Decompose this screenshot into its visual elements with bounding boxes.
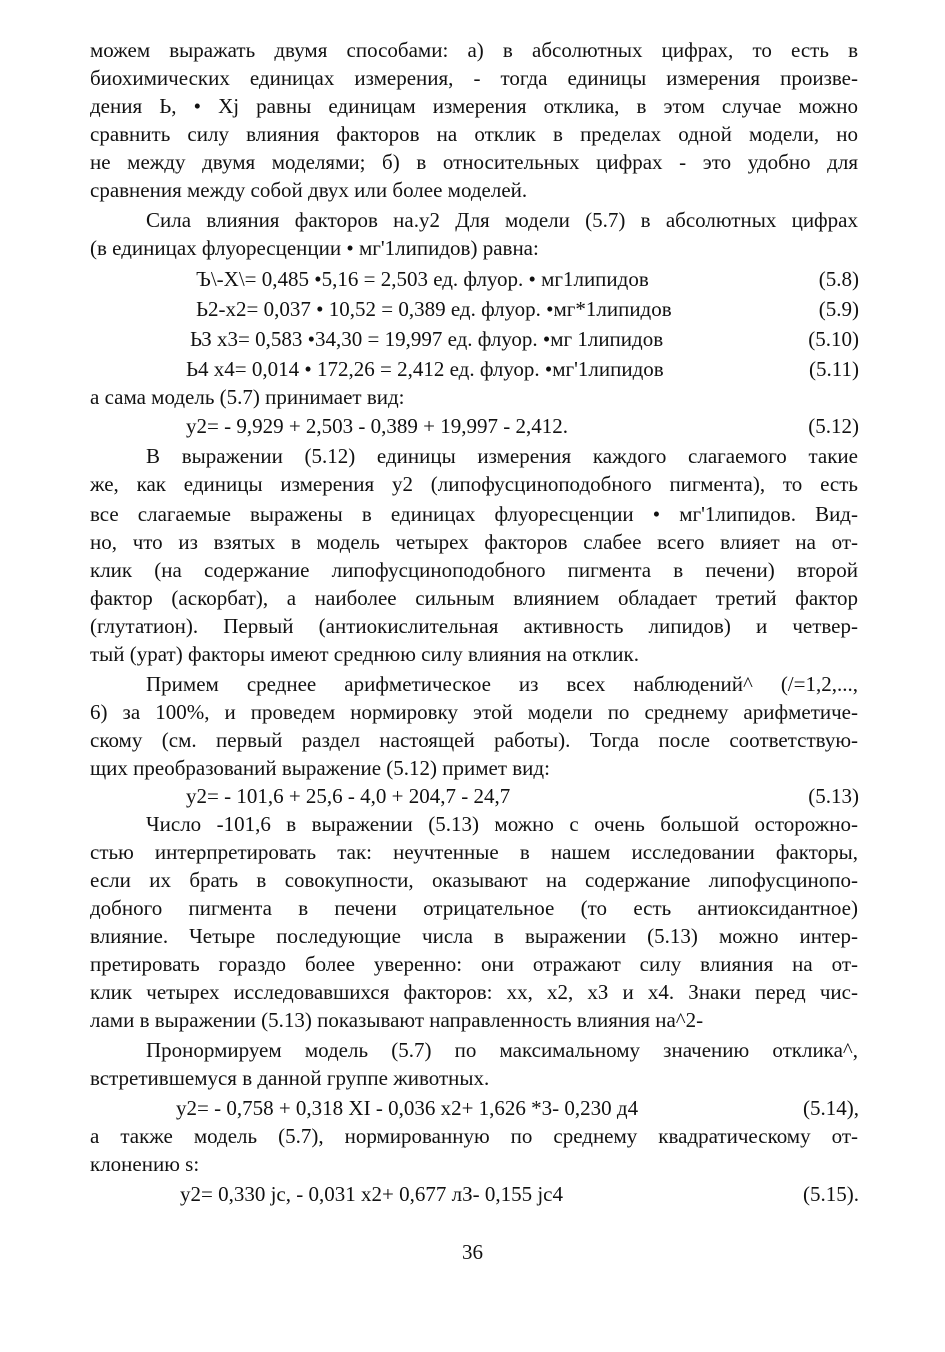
text-line: Число -101,6 в выражении (5.13) можно с очень большой осторожно-: [146, 812, 858, 836]
equation-5-9: Ь2-х2= 0,037 • 10,52 = 0,389 ед. флуор. •мг*1липидов: [196, 297, 672, 321]
equation-5-12: у2= - 9,929 + 2,503 - 0,389 + 19,997 - 2,412.: [186, 414, 569, 438]
text-line: стью интерпретировать так: неучтенные в нашем исследовании факторы,: [90, 840, 858, 864]
text-line: клик четырех исследовавшихся факторов: хх, х2, хЗ и х4. Знаки перед чис-: [90, 980, 858, 1004]
text-line: Пронормируем модель (5.7) по максимальному значению отклика^,: [146, 1038, 858, 1062]
text-line: встретившемуся в данной группе животных.: [90, 1066, 490, 1090]
text-line: все слагаемые выражены в единицах флуоресценции • мг'1липидов. Вид-: [90, 502, 858, 526]
text-line: Примем среднее арифметическое из всех наблюдений^ (/=1,2,...,: [146, 672, 858, 696]
text-line: дения Ь, • Xj равны единицам измерения отклика, в этом случае можно: [90, 94, 858, 118]
text-line: а также модель (5.7), нормированную по среднему квадратическому от-: [90, 1124, 858, 1148]
text-line: не между двумя моделями; б) в относительных цифрах - это удобно для: [90, 150, 858, 174]
text-line: же, как единицы измерения у2 (липофусциноподобного пигмента), то есть: [90, 472, 858, 496]
equation-number: (5.13): [808, 784, 859, 808]
text-line: Сила влияния факторов на.у2 Для модели (5.7) в абсолютных цифрах: [146, 208, 858, 232]
equation-5-13: у2= - 101,6 + 25,6 - 4,0 + 204,7 - 24,7: [186, 784, 511, 808]
text-line: клик (на содержание липофусциноподобного пигмента в печени) второй: [90, 558, 858, 582]
text-line: (глутатион). Первый (антиокислительная активность липидов) и четвер-: [90, 614, 858, 638]
text-line: претировать гораздо более уверенно: они отражают силу влияния на от-: [90, 952, 858, 976]
equation-number: (5.15).: [803, 1182, 859, 1206]
text-line: можем выражать двумя способами: а) в абсолютных цифрах, то есть в: [90, 38, 858, 62]
text-line: сравнить силу влияния факторов на отклик в пределах одной модели, но: [90, 122, 858, 146]
equation-number: (5.12): [808, 414, 859, 438]
text-line: тый (урат) факторы имеют среднюю силу влияния на отклик.: [90, 642, 639, 666]
equation-5-8: Ъ\-Х\= 0,485 •5,16 = 2,503 ед. флуор. • мг1липидов: [196, 267, 649, 291]
text-line: щих преобразований выражение (5.12) примет вид:: [90, 756, 550, 780]
equation-number: (5.10): [808, 327, 859, 351]
page-number: 36: [462, 1240, 483, 1264]
equation-number: (5.14),: [803, 1096, 859, 1120]
text-line: (в единицах флуоресценции • мг'1липидов) равна:: [90, 236, 539, 260]
text-line: скому (см. первый раздел настоящей работы). Тогда после соответствую-: [90, 728, 858, 752]
equation-number: (5.8): [818, 267, 859, 291]
text-line: биохимических единицах измерения, - тогда единицы измерения произве-: [90, 66, 858, 90]
text-line: 6) за 100%, и проведем нормировку этой модели по среднему арифметиче-: [90, 700, 858, 724]
text-line: а сама модель (5.7) принимает вид:: [90, 385, 405, 409]
equation-5-14: у2= - 0,758 + 0,318 XI - 0,036 х2+ 1,626 *3- 0,230 д4: [176, 1096, 639, 1120]
equation-5-10: ЬЗ х3= 0,583 •34,30 = 19,997 ед. флуор. •мг 1липидов: [190, 327, 664, 351]
text-line: сравнения между собой двух или более моделей.: [90, 178, 528, 202]
text-line: но, что из взятых в модель четырех факторов слабее всего влияет на от-: [90, 530, 858, 554]
text-line: лами в выражении (5.13) показывают направленность влияния на^2-: [90, 1008, 704, 1032]
text-line: если их брать в совокупности, оказывают на содержание липофусцинопо-: [90, 868, 858, 892]
text-line: добного пигмента в печени отрицательное (то есть антиоксидантное): [90, 896, 858, 920]
equation-number: (5.9): [818, 297, 859, 321]
equation-5-11: Ь4 х4= 0,014 • 172,26 = 2,412 ед. флуор. •мг'1липидов: [186, 357, 664, 381]
text-line: влияние. Четыре последующие числа в выражении (5.13) можно интер-: [90, 924, 858, 948]
equation-number: (5.11): [809, 357, 859, 381]
equation-5-15: у2= 0,330 jc, - 0,031 х2+ 0,677 лЗ- 0,155 jc4: [180, 1182, 563, 1206]
text-line: клонению s:: [90, 1152, 200, 1176]
text-line: В выражении (5.12) единицы измерения каждого слагаемого такие: [146, 444, 858, 468]
text-line: фактор (аскорбат), а наиболее сильным влиянием обладает третий фактор: [90, 586, 858, 610]
